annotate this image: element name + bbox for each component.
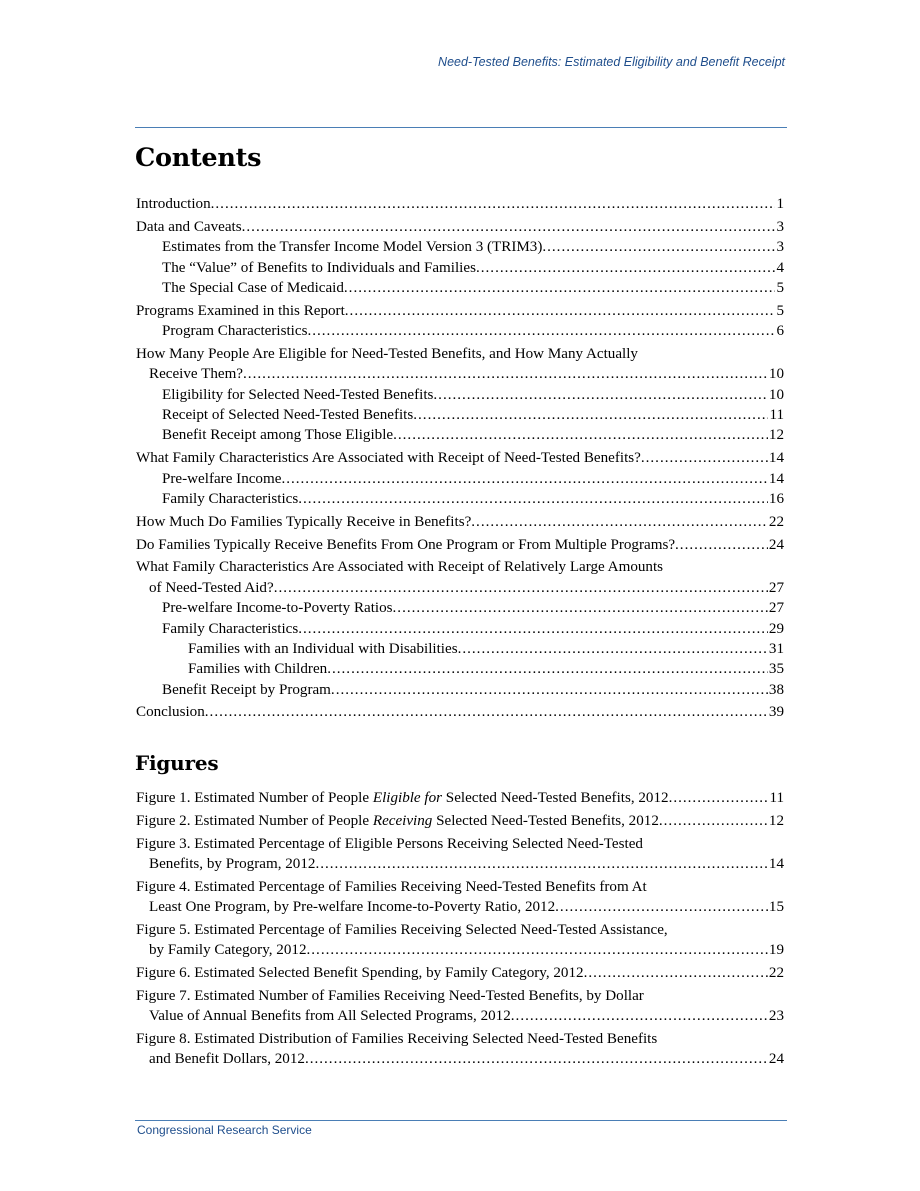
toc-label: Families with Children xyxy=(188,661,328,678)
dot-leader xyxy=(433,385,768,405)
toc-label: The Special Case of Medicaid xyxy=(162,279,344,296)
toc-page: 35 xyxy=(768,661,784,678)
figure-page: 12 xyxy=(768,812,784,829)
toc-page: 14 xyxy=(768,470,784,487)
dot-leader xyxy=(298,619,768,639)
figure-page: 15 xyxy=(768,899,784,916)
toc-page: 27 xyxy=(768,579,784,596)
figure-label-line1: Figure 7. Estimated Number of Families Receiving Need-Tested Benefits, by Dollar xyxy=(136,987,644,1004)
toc-entry-conclusion[interactable] xyxy=(136,703,784,723)
toc-label: Family Characteristics xyxy=(162,620,299,637)
toc-entry-receipt[interactable] xyxy=(136,405,784,425)
toc-page: 4 xyxy=(776,259,784,276)
toc-page: 5 xyxy=(776,279,784,296)
dot-leader xyxy=(542,237,775,257)
toc-page: 16 xyxy=(768,491,784,508)
dot-leader xyxy=(307,940,768,960)
toc-label: Conclusion xyxy=(136,704,205,721)
dot-leader xyxy=(315,854,767,874)
toc-entry-pre-welfare-income[interactable] xyxy=(136,469,784,489)
dot-leader xyxy=(413,405,768,425)
figure-entry-4[interactable] xyxy=(136,877,784,918)
dot-leader xyxy=(458,639,768,659)
toc-label: Pre-welfare Income xyxy=(162,470,282,487)
toc-entry-eligibility[interactable] xyxy=(136,385,784,405)
toc-page: 6 xyxy=(776,323,784,340)
toc-label: Do Families Typically Receive Benefits From One Program or From Multiple Programs? xyxy=(136,536,676,553)
figure-entry-2[interactable] xyxy=(136,811,784,831)
toc-entry-family-characteristics[interactable] xyxy=(136,489,784,509)
toc-label-line1: How Many People Are Eligible for Need-Tested Benefits, and How Many Actually xyxy=(136,345,638,362)
toc-entry-receipt-among-eligible[interactable] xyxy=(136,425,784,445)
dot-leader xyxy=(511,1006,768,1026)
dot-leader xyxy=(274,578,768,598)
toc-entry-disabilities[interactable] xyxy=(136,639,784,659)
toc-page: 11 xyxy=(769,407,784,424)
toc-label: Introduction xyxy=(136,195,211,212)
figure-label-line1: Figure 8. Estimated Distribution of Families Receiving Selected Need-Tested Benefits xyxy=(136,1031,658,1048)
toc-label-line2: Receive Them? xyxy=(149,366,244,383)
toc-page: 29 xyxy=(768,620,784,637)
toc-entry-programs-examined[interactable] xyxy=(136,301,784,321)
dot-leader xyxy=(307,321,775,341)
footer-rule xyxy=(135,1120,787,1121)
figure-label: Figure 1. Estimated Number of People Eligible for Selected Need-Tested Benefits, 2012 xyxy=(136,789,669,806)
dot-leader xyxy=(345,301,776,321)
toc-entry-data-and-caveats[interactable] xyxy=(136,217,784,237)
figure-entry-5[interactable] xyxy=(136,920,784,961)
figure-page: 11 xyxy=(769,789,784,806)
toc-page: 1 xyxy=(776,195,784,212)
toc-page: 27 xyxy=(768,600,784,617)
dot-leader xyxy=(344,278,776,298)
figure-label-line1: Figure 4. Estimated Percentage of Families Receiving Need-Tested Benefits from At xyxy=(136,878,647,895)
table-of-contents xyxy=(136,194,784,723)
figure-page: 22 xyxy=(768,965,784,982)
toc-label-line2: of Need-Tested Aid? xyxy=(149,579,274,596)
header-rule xyxy=(135,127,787,128)
toc-entry-benefit-by-program[interactable] xyxy=(136,680,784,700)
dot-leader xyxy=(305,1049,768,1069)
toc-page: 10 xyxy=(768,366,784,383)
dot-leader xyxy=(327,659,768,679)
dot-leader xyxy=(584,963,768,983)
dot-leader xyxy=(331,680,768,700)
figure-entry-6[interactable] xyxy=(136,963,784,983)
toc-entry-introduction[interactable] xyxy=(136,194,784,214)
toc-label: Eligibility for Selected Need-Tested Benefits xyxy=(162,386,434,403)
figure-label-line2: Benefits, by Program, 2012 xyxy=(149,855,316,872)
dot-leader xyxy=(675,535,768,555)
toc-label: Programs Examined in this Report xyxy=(136,302,345,319)
toc-page: 5 xyxy=(776,302,784,319)
toc-page: 22 xyxy=(768,513,784,530)
dot-leader xyxy=(298,489,768,509)
toc-label: Family Characteristics xyxy=(162,491,299,508)
toc-page: 10 xyxy=(768,386,784,403)
dot-leader xyxy=(205,702,768,722)
toc-label: Data and Caveats xyxy=(136,218,242,235)
toc-label: Families with an Individual with Disabilities xyxy=(188,640,458,657)
figure-label-line1: Figure 3. Estimated Percentage of Eligible Persons Receiving Selected Need-Tested xyxy=(136,835,643,852)
figure-entry-1[interactable] xyxy=(136,788,784,808)
toc-page: 3 xyxy=(776,239,784,256)
figure-label-line2: by Family Category, 2012 xyxy=(149,942,307,959)
toc-entry-children[interactable] xyxy=(136,659,784,679)
toc-entry-trim3-estimates[interactable] xyxy=(136,237,784,257)
toc-entry-family-characteristics-2[interactable] xyxy=(136,619,784,639)
toc-label: Receipt of Selected Need-Tested Benefits xyxy=(162,407,414,424)
dot-leader xyxy=(471,512,768,532)
dot-leader xyxy=(476,258,775,278)
dot-leader xyxy=(555,897,768,917)
running-header: Need-Tested Benefits: Estimated Eligibility and Benefit Receipt xyxy=(438,55,785,69)
figure-page: 19 xyxy=(768,942,784,959)
toc-label: Pre-welfare Income-to-Poverty Ratios xyxy=(162,600,393,617)
figure-label-line2: Value of Annual Benefits from All Selected Programs, 2012 xyxy=(149,1008,511,1025)
figure-entry-7[interactable] xyxy=(136,986,784,1027)
dot-leader xyxy=(669,788,769,808)
dot-leader xyxy=(659,811,768,831)
figure-label: Figure 6. Estimated Selected Benefit Spending, by Family Category, 2012 xyxy=(136,965,584,982)
toc-entry-program-characteristics[interactable] xyxy=(136,321,784,341)
dot-leader xyxy=(243,364,768,384)
toc-page: 12 xyxy=(768,427,784,444)
figure-page: 14 xyxy=(768,855,784,872)
toc-entry-income-to-poverty[interactable] xyxy=(136,598,784,618)
toc-page: 38 xyxy=(768,681,784,698)
toc-label-line1: What Family Characteristics Are Associated with Receipt of Relatively Large Amounts xyxy=(136,559,664,576)
figure-label: Figure 2. Estimated Number of People Receiving Selected Need-Tested Benefits, 2012 xyxy=(136,812,659,829)
toc-page: 14 xyxy=(768,450,784,467)
toc-entry-family-characteristics-receipt[interactable] xyxy=(136,448,784,468)
figure-entry-3[interactable] xyxy=(136,834,784,875)
toc-page: 24 xyxy=(768,536,784,553)
figure-label-line2: Least One Program, by Pre-welfare Income-to-Poverty Ratio, 2012 xyxy=(149,899,556,916)
toc-label: Estimates from the Transfer Income Model Version 3 (TRIM3) xyxy=(162,239,543,256)
toc-page: 3 xyxy=(776,218,784,235)
figure-label-line2: and Benefit Dollars, 2012 xyxy=(149,1051,305,1068)
figure-page: 24 xyxy=(768,1051,784,1068)
contents-heading: Contents xyxy=(135,143,262,173)
dot-leader xyxy=(393,598,768,618)
figure-entry-8[interactable] xyxy=(136,1029,784,1070)
toc-entry-value-of-benefits[interactable] xyxy=(136,258,784,278)
dot-leader xyxy=(242,217,776,237)
dot-leader xyxy=(281,469,767,489)
toc-entry-how-much-receive[interactable] xyxy=(136,512,784,532)
footer-organization: Congressional Research Service xyxy=(137,1123,312,1137)
toc-entry-medicaid[interactable] xyxy=(136,278,784,298)
figure-page: 23 xyxy=(768,1008,784,1025)
dot-leader xyxy=(393,425,768,445)
toc-page: 39 xyxy=(768,704,784,721)
toc-label: Benefit Receipt by Program xyxy=(162,681,331,698)
toc-entry-how-many-eligible[interactable] xyxy=(136,344,784,385)
toc-label: How Much Do Families Typically Receive in Benefits? xyxy=(136,513,472,530)
toc-label: What Family Characteristics Are Associated with Receipt of Need-Tested Benefits? xyxy=(136,450,641,467)
figure-label-line1: Figure 5. Estimated Percentage of Families Receiving Selected Need-Tested Assistance, xyxy=(136,921,668,938)
dot-leader xyxy=(211,194,776,214)
toc-label: Benefit Receipt among Those Eligible xyxy=(162,427,394,444)
dot-leader xyxy=(641,448,768,468)
toc-label: The “Value” of Benefits to Individuals and Families xyxy=(162,259,476,276)
toc-page: 31 xyxy=(768,640,784,657)
toc-entry-large-amounts[interactable] xyxy=(136,557,784,598)
list-of-figures xyxy=(136,788,784,1070)
figures-heading: Figures xyxy=(135,751,219,775)
toc-label: Program Characteristics xyxy=(162,323,308,340)
toc-entry-one-or-multiple[interactable] xyxy=(136,535,784,555)
